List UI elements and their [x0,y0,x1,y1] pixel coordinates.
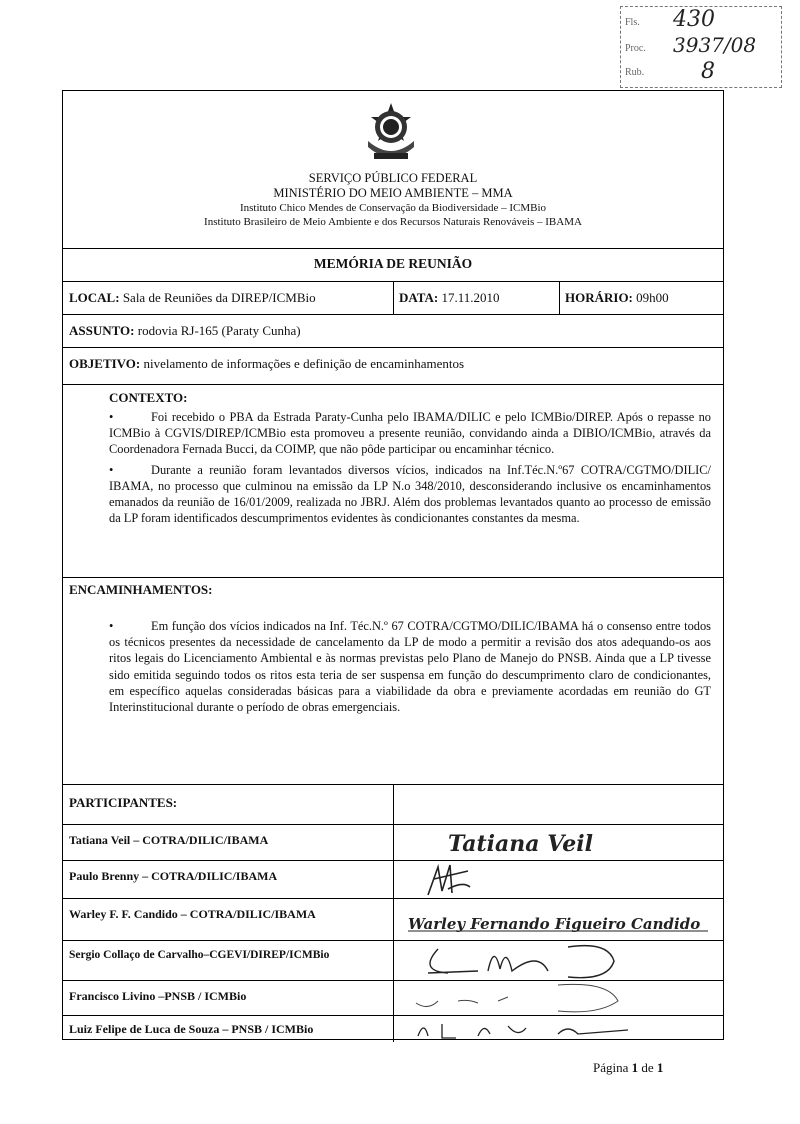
divider [393,785,394,825]
header-line-ibama: Instituto Brasileiro de Meio Ambiente e dos Recursos Naturais Renováveis – IBAMA [204,216,582,228]
signature-text: Warley Fernando Figueiro Candido [408,915,701,933]
local-cell [63,282,393,314]
local-date-time-row [63,281,723,314]
signature-text: Tatiana Veil [448,831,593,857]
divider [393,981,394,1016]
signature-image [408,861,718,899]
participant-row [63,860,723,899]
local-value: Sala de Reuniões da DIREP/ICMBio [122,290,316,305]
participant-row [63,898,723,941]
signature-image [408,825,718,861]
page-title: MEMÓRIA DE REUNIÃO [313,256,473,271]
time-label: HORÁRIO: [565,290,633,305]
page-number: Página 1 de 1 [593,1060,664,1075]
divider [393,941,394,981]
bullet-icon: • [109,410,114,424]
actions-label: ENCAMINHAMENTOS: [69,582,213,597]
actions-section [63,577,723,784]
actions-paragraph-1: • Em função dos vícios indicados na Inf. Téc.N.º 67 COTRA/CGTMO/DILIC/IBAMA há o consenso entre todos os técnicos presentes da necessidade de cancelamento da LP de modo a permitir a revisão dos atos adequando-os aos ritos legais do Licenciamento Ambiental e às normas previstas pelo Plano de Manejo do PNSB. Ainda que a LP tivesse sido emitida seguindo todos os ritos esta teria de ser suspensa em função do descumprimento claro de condicionantes, em específico aquelas consideradas básicas para a viabilidade da obra e previamente acordadas em reunião do GT Interinstitucional durante o período de obras emergenciais. [109,619,711,715]
stamp-fls-number: 430 [673,7,715,32]
signature-image [408,981,718,1016]
divider [393,861,394,899]
signature-image [408,1016,718,1042]
divider [393,899,394,941]
participant-row [63,940,723,981]
signature-image [408,899,718,941]
stamp-proc-number: 3937/08 [673,33,757,57]
participant-row [63,1015,723,1042]
actions-body [109,618,711,715]
signature-image [408,941,718,981]
header-line-icmbio: Instituto Chico Mendes de Conservação da Biodiversidade – ICMBio [239,202,547,214]
subject-value: rodovia RJ-165 (Paraty Cunha) [137,323,301,338]
context-paragraph-1: • Foi recebido o PBA da Estrada Paraty-Cunha pelo IBAMA/DILIC e pelo ICMBio/DIREP. Após o repasse no ICMBio à CGVIS/DIREP/ICMBio esta promoveu a presente reunião, convidando ainda a DIBIO/ICMBio, através da Coordenadora Fernada Bucci, da COIMP, que não pôde participar ou encaminhar técnico. [109,410,711,457]
bullet-icon: • [109,619,114,633]
participant-name: Francisco Livino –PNSB / ICMBio [69,989,247,1003]
context-body [109,390,711,526]
time-value: 09h00 [636,290,669,305]
participant-row [63,980,723,1016]
participant-row [63,824,723,861]
subject-row [63,314,723,347]
date-label: DATA: [399,290,439,305]
stamp-proc-label: Proc. [625,43,646,54]
date-value: 17.11.2010 [441,290,500,305]
protocol-stamp [620,6,782,88]
objective-cell [63,348,723,384]
participants-label: PARTICIPANTES: [69,795,178,810]
date-cell [393,282,559,314]
header-line-service: SERVIÇO PÚBLICO FEDERAL [308,171,478,185]
subject-cell [63,315,723,347]
objective-value: nivelamento de informações e definição de encaminhamentos [143,356,465,371]
participant-name: Sergio Collaço de Carvalho–CGEVI/DIREP/ICMBio [69,949,330,961]
local-label: LOCAL: [69,290,120,305]
divider [393,1016,394,1042]
document-header [63,91,723,248]
objective-label: OBJETIVO: [69,356,141,371]
header-line-ministry: MINISTÉRIO DO MEIO AMBIENTE – MMA [273,186,513,200]
participant-name: Paulo Brenny – COTRA/DILIC/IBAMA [69,869,278,883]
participant-name: Warley F. F. Candido – COTRA/DILIC/IBAMA [69,907,316,921]
bullet-icon: • [109,462,114,477]
context-paragraph-2: • Durante a reunião foram levantados diversos vícios, indicados na Inf.Téc.N.º67 COTRA/CGTMO/DILIC/ IBAMA, no processo que culminou na emissão da LP N.o 348/2010, desconsiderando inclusive os encaminhamentos emanados da reunião de 16/01/2009, realizada no JBRJ. Além dos problemas levantados quanto ao processo de emissão da LP foram identificados descumprimentos evidentes às condicionantes constantes da mesma. [109,462,711,526]
context-section [63,384,723,577]
stamp-rub-label: Rub. [625,67,645,78]
meeting-memo-form [62,90,724,1040]
participant-name: Tatiana Veil – COTRA/DILIC/IBAMA [69,833,269,847]
stamp-rub-number: 8 [701,59,715,84]
context-label: CONTEXTO: [109,390,188,405]
participant-name: Luiz Felipe de Luca de Souza – PNSB / ICMBio [69,1022,314,1036]
title-row [63,248,723,278]
subject-label: ASSUNTO: [69,323,135,338]
stamp-fls-label: Fls. [625,17,640,28]
time-cell [559,282,725,314]
divider [393,825,394,861]
participants-header-row [63,784,723,825]
objective-row [63,347,723,384]
national-emblem-icon [360,101,422,167]
